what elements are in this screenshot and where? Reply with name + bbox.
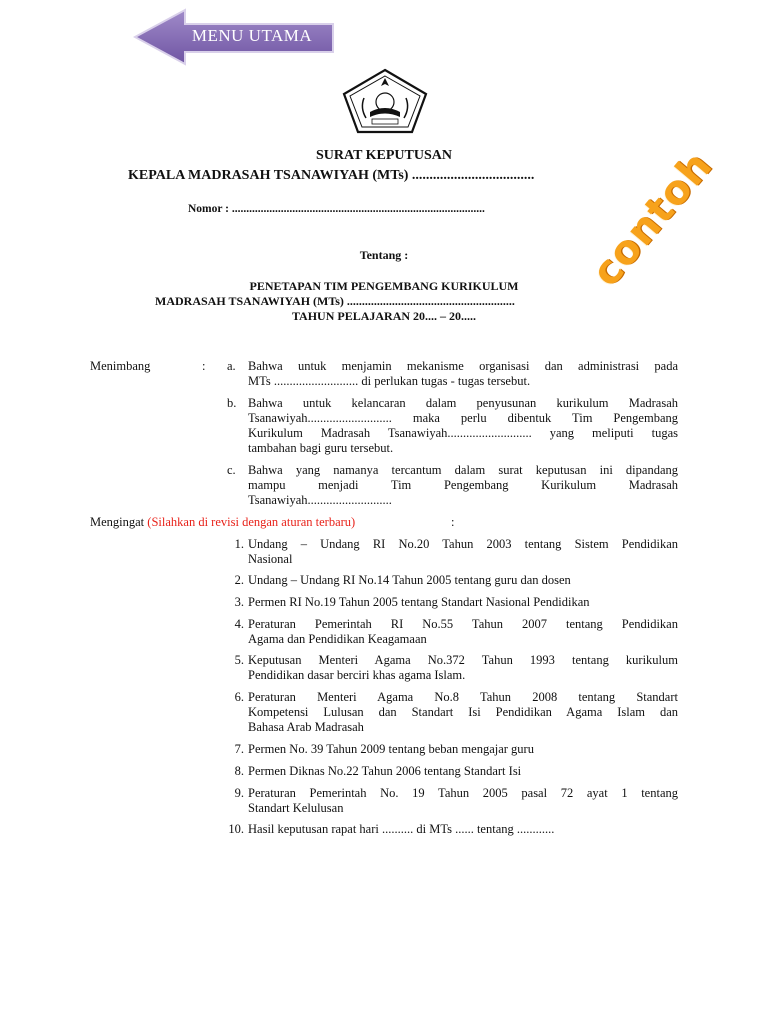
- menimbang-item-letter: a.: [227, 359, 236, 373]
- mengingat-item-number: 10.: [228, 822, 244, 836]
- mengingat-item-7: Permen No. 39 Tahun 2009 tentang beban mengajar guru: [248, 742, 534, 756]
- menimbang-item-letter: c.: [227, 463, 236, 477]
- mengingat-item-number: 5.: [234, 653, 244, 667]
- document-title: SURAT KEPUTUSAN: [315, 148, 452, 163]
- mengingat-item-2: Undang – Undang RI No.14 Tahun 2005 tentang guru dan dosen: [248, 573, 571, 587]
- mengingat-colon: :: [451, 515, 455, 529]
- menimbang-item-c: Bahwa yang namanya tercantum dalam surat keputusan ini dipandang mampu menjadi Tim Pengembang Kurikulum Madrasah Tsanawiyah...........................: [248, 463, 678, 507]
- document-subtitle: KEPALA MADRASAH TSANAWIYAH (MTs) ...................................: [128, 168, 535, 183]
- mengingat-item-number: 9.: [234, 786, 244, 800]
- penetapan-line-2: MADRASAH TSANAWIYAH (MTs) ........................................................: [155, 294, 515, 308]
- mengingat-item-9: Peraturan Pemerintah No. 19 Tahun 2005 pasal 72 ayat 1 tentang Standart Kelulusan: [248, 786, 678, 815]
- mengingat-item-1: Undang – Undang RI No.20 Tahun 2003 tentang Sistem Pendidikan Nasional: [248, 537, 678, 566]
- menimbang-item-b: Bahwa untuk kelancaran dalam penyusunan kurikulum Madrasah Tsanawiyah........................... maka perlu dibentuk Tim Pengembang Kurikulum Madrasah Tsanawiyah........................... yang meliputi tugas tambahan bagi guru tersebut.: [248, 396, 678, 455]
- mengingat-item-4: Peraturan Pemerintah RI No.55 Tahun 2007 tentang Pendidikan Agama dan Pendidikan Keagamaan: [248, 617, 678, 646]
- mengingat-label: Mengingat: [90, 515, 145, 529]
- tentang-heading: Tentang :: [359, 248, 409, 262]
- mengingat-item-8: Permen Diknas No.22 Tahun 2006 tentang Standart Isi: [248, 764, 522, 778]
- mengingat-item-number: 1.: [234, 537, 244, 551]
- menimbang-item-a: Bahwa untuk menjamin mekanisme organisasi dan administrasi pada MTs ........................... di perlukan tugas - tugas tersebut.: [248, 359, 678, 388]
- revision-note: (Silahkan di revisi dengan aturan terbaru): [147, 515, 356, 529]
- mengingat-item-number: 3.: [234, 595, 244, 609]
- menimbang-colon: :: [202, 359, 206, 373]
- contoh-stamp: contoh: [583, 142, 722, 296]
- penetapan-line-1: PENETAPAN TIM PENGEMBANG KURIKULUM: [249, 279, 519, 293]
- mengingat-item-3: Permen RI No.19 Tahun 2005 tentang Standart Nasional Pendidikan: [248, 595, 590, 609]
- mengingat-item-number: 6.: [234, 690, 244, 704]
- menimbang-label: Menimbang: [90, 359, 151, 373]
- mengingat-heading: [90, 515, 355, 530]
- mengingat-item-6: Peraturan Menteri Agama No.8 Tahun 2008 tentang Standart Kompetensi Lulusan dan Standart Isi Pendidikan Agama Islam dan Bahasa Arab Madrasah: [248, 690, 678, 734]
- penetapan-line-3: TAHUN PELAJARAN 20.... – 20.....: [291, 309, 477, 323]
- mengingat-item-number: 8.: [234, 764, 244, 778]
- kemenag-emblem-icon: [340, 68, 430, 134]
- mengingat-item-number: 2.: [234, 573, 244, 587]
- mengingat-item-number: 7.: [234, 742, 244, 756]
- menu-utama-label: MENU UTAMA: [191, 26, 313, 45]
- nomor-line: Nomor : ........................................................................................: [188, 203, 485, 215]
- menimbang-item-letter: b.: [227, 396, 237, 410]
- mengingat-item-5: Keputusan Menteri Agama No.372 Tahun 1993 tentang kurikulum Pendidikan dasar berciri khas agama Islam.: [248, 653, 678, 682]
- menu-utama-button[interactable]: [133, 8, 335, 66]
- mengingat-item-10: Hasil keputusan rapat hari .......... di MTs ...... tentang ............: [248, 822, 555, 836]
- mengingat-item-number: 4.: [234, 617, 244, 631]
